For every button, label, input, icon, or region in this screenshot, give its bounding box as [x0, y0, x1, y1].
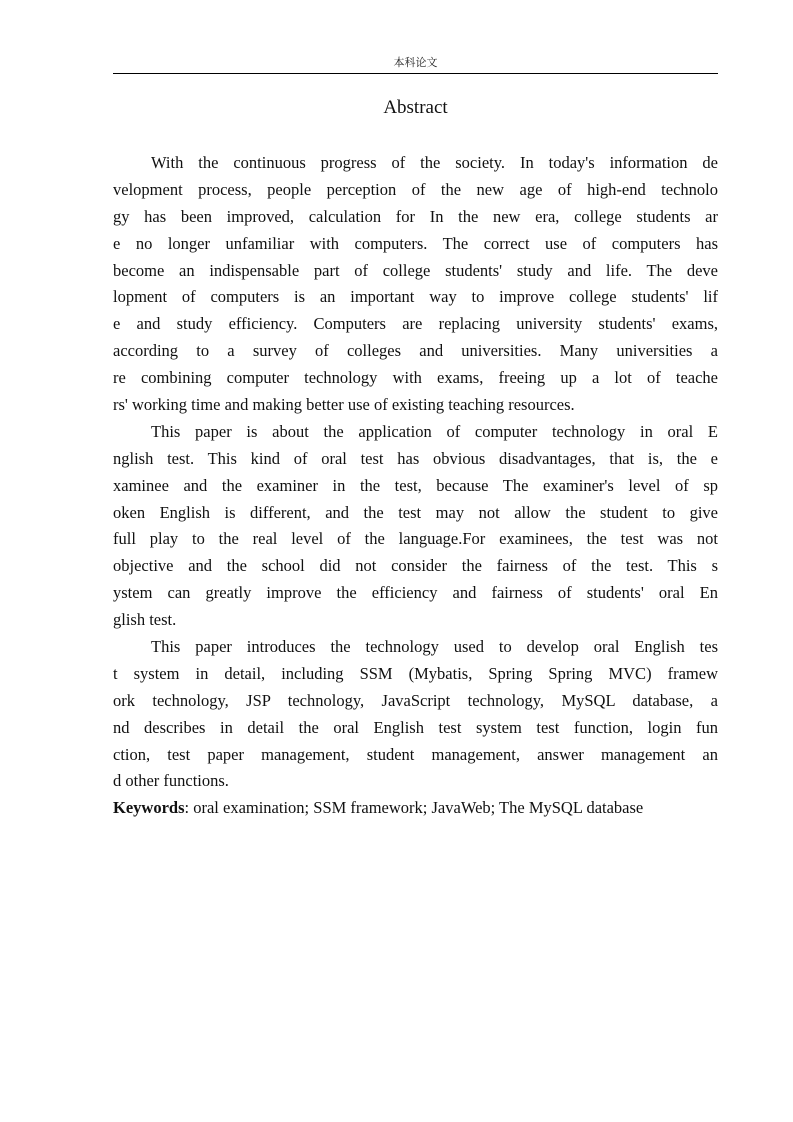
paragraph-line: ction, test paper management, student management, answer management an	[113, 744, 718, 764]
paragraph-line: ork technology, JSP technology, JavaScript technology, MySQL database, a	[113, 690, 718, 710]
abstract-body	[113, 150, 718, 822]
running-header: 本科论文	[393, 57, 438, 69]
paragraph-line: e and study efficiency. Computers are replacing university students' exams,	[113, 314, 718, 334]
keywords-line	[113, 795, 718, 822]
paragraph-line: velopment process, people perception of the new age of high-end technolo	[113, 179, 718, 199]
abstract-paragraph-2	[113, 419, 718, 634]
abstract-paragraph-1	[113, 150, 718, 419]
paragraph-line: become an indispensable part of college students' study and life. The deve	[113, 260, 718, 280]
paragraph-line: nd describes in detail the oral English test system test function, login fun	[113, 717, 718, 737]
paragraph-line: full play to the real level of the language.For examinees, the test was not	[113, 529, 718, 549]
paragraph-line: e no longer unfamiliar with computers. The correct use of computers has	[113, 233, 718, 253]
paragraph-line: This paper is about the application of computer technology in oral E	[151, 421, 718, 441]
paragraph-line: glish test.	[113, 610, 177, 630]
paragraph-line: xaminee and the examiner in the test, because The examiner's level of sp	[113, 475, 718, 495]
paragraph-line: This paper introduces the technology used to develop oral English tes	[151, 637, 718, 657]
paragraph-line: oken English is different, and the test may not allow the student to give	[113, 502, 718, 522]
abstract-title: Abstract	[383, 97, 448, 118]
keywords-text: oral examination; SSM framework; JavaWeb; The MySQL database	[193, 798, 644, 818]
paragraph-line: gy has been improved, calculation for In the new era, college students ar	[113, 206, 718, 226]
header-rule	[113, 73, 718, 74]
paragraph-line: rs' working time and making better use of existing teaching resources.	[113, 395, 575, 415]
paragraph-line: d other functions.	[113, 771, 229, 791]
paragraph-line: re combining computer technology with exams, freeing up a lot of teache	[113, 368, 718, 388]
paragraph-line: nglish test. This kind of oral test has obvious disadvantages, that is, the e	[113, 448, 718, 468]
paragraph-line: according to a survey of colleges and universities. Many universities a	[113, 341, 718, 361]
keywords-label: Keywords	[113, 798, 185, 818]
paragraph-line: With the continuous progress of the society. In today's information de	[151, 153, 718, 172]
paragraph-line: lopment of computers is an important way to improve college students' lif	[113, 287, 718, 307]
paragraph-line: objective and the school did not consider the fairness of the test. This s	[113, 556, 718, 576]
paragraph-line: ystem can greatly improve the efficiency and fairness of students' oral En	[113, 583, 718, 603]
paragraph-line: t system in detail, including SSM (Mybatis, Spring Spring MVC) framew	[113, 663, 718, 683]
keywords-separator: :	[184, 798, 194, 818]
abstract-paragraph-3	[113, 634, 718, 795]
